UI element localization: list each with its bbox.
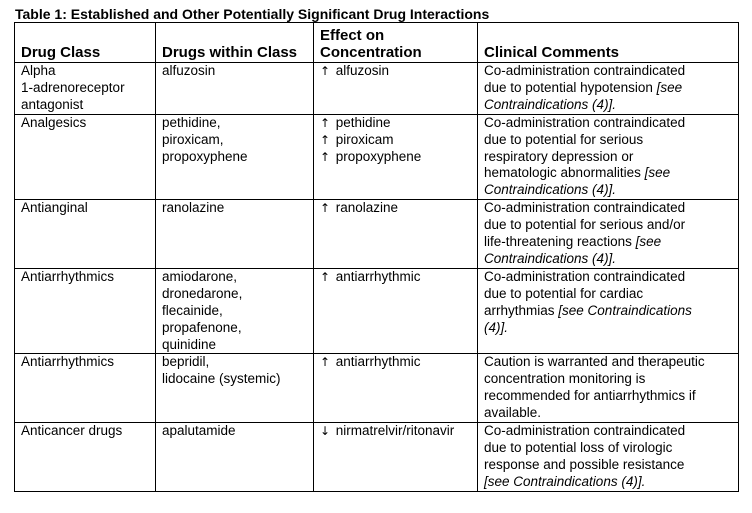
contraindications-reference: Contraindications (4)]. [484,250,617,266]
contraindications-reference: [see [644,165,671,181]
drug-name: piroxicam, [162,131,224,147]
comment-text: due to potential loss of virologic [484,439,673,455]
effect-text: propoxyphene [332,148,422,164]
drug-class-text: Antiarrhythmics [21,354,115,370]
drug-class-cell [15,200,156,269]
contraindications-reference: [see [656,79,683,95]
comment-line [484,200,732,217]
comment-text: life-threatening reactions [484,234,636,250]
table-row [15,114,739,200]
table-row [15,268,739,354]
drugs-cell [156,354,314,423]
comment-line [484,234,732,251]
up-arrow-icon: ↑ [320,132,331,147]
comment-line [484,115,732,132]
comment-text: hematologic abnormalities [484,165,645,181]
table-body [15,63,739,492]
contraindications-reference: (4)]. [484,319,509,335]
table-header-row [15,23,739,63]
header-effect-on-concentration [314,23,478,63]
drug-name: quinidine [162,336,217,352]
effect-line [320,269,471,286]
effect-line [320,115,471,132]
clinical-comment-cell [478,268,739,354]
comment-line [484,251,732,268]
comment-line [484,440,732,457]
effect-text: alfuzosin [332,63,390,78]
drug-class-cell [15,114,156,200]
effect-line [320,200,471,217]
up-arrow-icon: ↑ [320,269,331,284]
effect-cell [314,423,478,492]
drug-name: pethidine, [162,114,221,130]
comment-text: concentration monitoring is [484,371,646,387]
drug-name: propafenone, [162,319,242,335]
comment-line [484,97,732,114]
comment-line [484,269,732,286]
drug-class-text: Anticancer drugs [21,423,123,439]
clinical-comment-cell [478,354,739,423]
effect-text: ranolazine [332,200,399,216]
drug-name: propoxyphene [162,148,248,164]
up-arrow-icon: ↑ [320,355,331,370]
drugs-cell [156,63,314,115]
drugs-cell [156,423,314,492]
clinical-comment-cell [478,200,739,269]
drug-name: dronedarone, [162,285,243,301]
drug-name: apalutamide [162,423,236,439]
effect-cell [314,63,478,115]
comment-text: available. [484,405,542,421]
drug-name: alfuzosin [162,63,216,78]
drug-class-text: 1-adrenoreceptor [21,79,125,95]
comment-line [484,303,732,320]
effect-line [320,149,471,166]
comment-line [484,165,732,182]
clinical-comment-cell [478,63,739,115]
effect-line [320,63,471,80]
contraindications-reference: Contraindications (4)]. [484,96,617,112]
effect-text: antiarrhythmic [332,354,421,370]
header-effect-line2: Concentration [320,44,422,61]
comment-line [484,474,732,491]
comment-line [484,286,732,303]
drugs-cell [156,114,314,200]
header-clinical-comments: Clinical Comments [478,23,739,63]
comment-text: due to potential for serious and/or [484,217,686,233]
comment-text: Caution is warranted and therapeutic [484,354,705,370]
effect-line [320,132,471,149]
up-arrow-icon: ↑ [320,64,331,78]
effect-text: antiarrhythmic [332,268,421,284]
drugs-cell [156,200,314,269]
header-drugs-within-class: Drugs within Class [156,23,314,63]
clinical-comment-cell [478,114,739,200]
comment-line [484,354,732,371]
comment-line [484,388,732,405]
drug-class-cell [15,423,156,492]
effect-cell [314,354,478,423]
table-title: Table 1: Established and Other Potentially Significant Drug Interactions [15,6,490,22]
header-effect-line1: Effect on [320,27,385,44]
table-row [15,63,739,115]
comment-line [484,423,732,440]
clinical-comment-cell [478,423,739,492]
drug-interactions-table [14,22,739,492]
contraindications-reference: [see Contraindications (4)]. [484,473,646,489]
document-page [14,6,738,492]
drug-name: ranolazine [162,200,225,216]
effect-line [320,354,471,371]
comment-text: Co-administration contraindicated [484,63,686,78]
effect-text: pethidine [332,114,391,130]
drug-class-cell [15,268,156,354]
drug-class-text: Antianginal [21,200,88,216]
comment-line [484,371,732,388]
comment-text: respiratory depression or [484,148,634,164]
table-row [15,200,739,269]
up-arrow-icon: ↑ [320,115,331,130]
drugs-cell [156,268,314,354]
effect-cell [314,200,478,269]
table-row [15,423,739,492]
comment-line [484,320,732,337]
comment-line [484,217,732,234]
comment-text: due to potential for serious [484,131,644,147]
up-arrow-icon: ↑ [320,149,331,164]
effect-cell [314,268,478,354]
comment-text: response and possible resistance [484,456,685,472]
comment-line [484,457,732,474]
effect-line [320,423,471,440]
comment-text: recommended for antiarrhythmics if [484,388,696,404]
drug-class-text: antagonist [21,96,84,112]
drug-name: lidocaine (systemic) [162,371,281,387]
comment-line [484,149,732,166]
comment-text: Co-administration contraindicated [484,268,686,284]
drug-class-cell [15,63,156,115]
comment-text: due to potential for cardiac [484,285,644,301]
comment-text: Co-administration contraindicated [484,114,686,130]
comment-text: Co-administration contraindicated [484,423,686,439]
drug-class-text: Analgesics [21,114,87,130]
comment-line [484,405,732,422]
comment-text: due to potential hypotension [484,79,657,95]
drug-class-cell [15,354,156,423]
comment-line [484,132,732,149]
drug-name: flecainide, [162,302,223,318]
effect-text: piroxicam [332,131,394,147]
up-arrow-icon: ↑ [320,201,331,216]
effect-text: nirmatrelvir/ritonavir [332,423,455,439]
comment-line [484,80,732,97]
drug-class-text: Alpha [21,63,56,78]
drug-name: bepridil, [162,354,210,370]
drug-class-text: Antiarrhythmics [21,268,115,284]
header-drug-class: Drug Class [15,23,156,63]
contraindications-reference: [see Contraindications [558,302,692,318]
comment-line [484,182,732,199]
comment-line [484,63,732,80]
comment-text: Co-administration contraindicated [484,200,686,216]
effect-cell [314,114,478,200]
contraindications-reference: Contraindications (4)]. [484,182,617,198]
down-arrow-icon: ↓ [320,424,331,439]
comment-text: arrhythmias [484,302,559,318]
table-row [15,354,739,423]
contraindications-reference: [see [635,234,662,250]
drug-name: amiodarone, [162,268,238,284]
